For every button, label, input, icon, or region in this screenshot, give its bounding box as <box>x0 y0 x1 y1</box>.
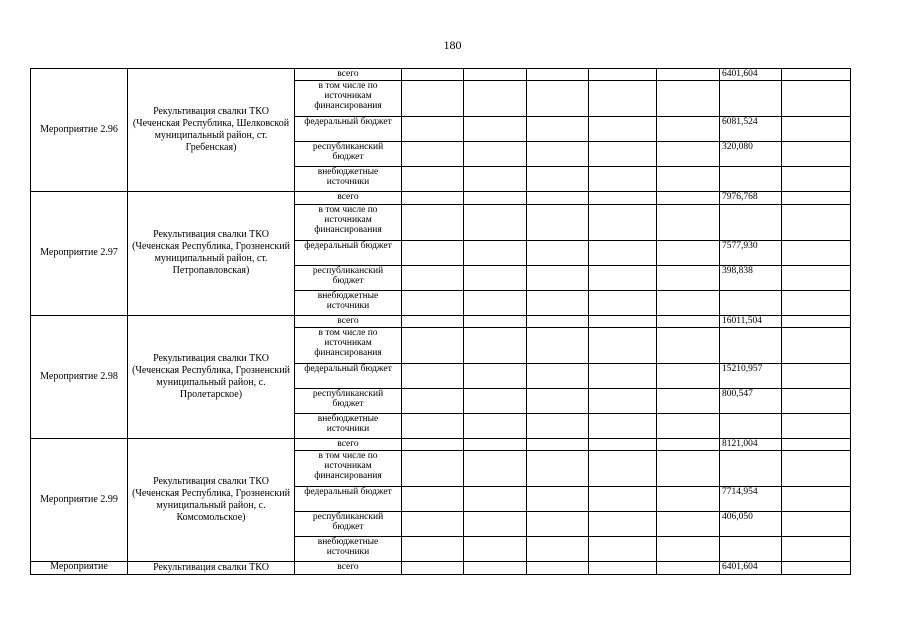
empty-year-cell <box>782 512 851 537</box>
empty-year-cell <box>402 413 464 438</box>
empty-year-cell <box>589 290 657 315</box>
funding-source-cell: в том числе по источникам финансирования <box>295 451 402 487</box>
funding-source-cell: внебюджетные источники <box>295 413 402 438</box>
empty-year-cell <box>402 327 464 363</box>
empty-year-cell <box>657 192 720 204</box>
empty-year-cell <box>464 315 527 327</box>
amount-cell: 15210,957 <box>720 363 782 388</box>
empty-year-cell <box>657 117 720 142</box>
empty-year-cell <box>527 192 589 204</box>
empty-year-cell <box>464 413 527 438</box>
amount-cell: 7714,954 <box>720 487 782 512</box>
empty-year-cell <box>589 240 657 265</box>
empty-year-cell <box>527 512 589 537</box>
empty-year-cell <box>589 413 657 438</box>
empty-year-cell <box>782 192 851 204</box>
empty-year-cell <box>464 142 527 167</box>
event-title-cell: Рекультивация свалки ТКО (Чеченская Республика, Грозненский муниципальный район, с. Комсомольское) <box>128 438 295 561</box>
amount-cell: 6081,524 <box>720 117 782 142</box>
empty-year-cell <box>589 204 657 240</box>
empty-year-cell <box>464 537 527 562</box>
empty-year-cell <box>589 451 657 487</box>
empty-year-cell <box>782 81 851 117</box>
funding-source-cell: всего <box>295 192 402 204</box>
empty-year-cell <box>464 512 527 537</box>
empty-year-cell <box>527 240 589 265</box>
empty-year-cell <box>464 327 527 363</box>
empty-year-cell <box>589 167 657 192</box>
empty-year-cell <box>527 204 589 240</box>
empty-year-cell <box>402 451 464 487</box>
empty-year-cell <box>527 537 589 562</box>
empty-year-cell <box>782 265 851 290</box>
empty-year-cell <box>782 142 851 167</box>
empty-year-cell <box>657 265 720 290</box>
empty-year-cell <box>589 265 657 290</box>
empty-year-cell <box>657 240 720 265</box>
empty-year-cell <box>402 265 464 290</box>
budget-table <box>30 68 851 575</box>
empty-year-cell <box>464 69 527 81</box>
empty-year-cell <box>782 388 851 413</box>
empty-year-cell <box>464 363 527 388</box>
empty-year-cell <box>527 388 589 413</box>
empty-year-cell <box>657 315 720 327</box>
funding-source-cell: всего <box>295 562 402 575</box>
amount-cell <box>720 204 782 240</box>
empty-year-cell <box>402 388 464 413</box>
empty-year-cell <box>782 327 851 363</box>
funding-source-cell: республиканский бюджет <box>295 388 402 413</box>
empty-year-cell <box>402 69 464 81</box>
empty-year-cell <box>589 81 657 117</box>
empty-year-cell <box>657 562 720 575</box>
amount-cell <box>720 290 782 315</box>
funding-source-cell: федеральный бюджет <box>295 487 402 512</box>
amount-cell <box>720 81 782 117</box>
empty-year-cell <box>464 438 527 450</box>
funding-source-cell: внебюджетные источники <box>295 167 402 192</box>
funding-source-cell: в том числе по источникам финансирования <box>295 327 402 363</box>
empty-year-cell <box>527 315 589 327</box>
empty-year-cell <box>589 192 657 204</box>
event-title-cell: Рекультивация свалки ТКО <box>128 562 295 575</box>
funding-source-cell: внебюджетные источники <box>295 537 402 562</box>
empty-year-cell <box>402 290 464 315</box>
table-row <box>31 69 851 81</box>
empty-year-cell <box>527 562 589 575</box>
empty-year-cell <box>402 204 464 240</box>
empty-year-cell <box>527 363 589 388</box>
empty-year-cell <box>782 117 851 142</box>
event-number-cell: Мероприятие 2.98 <box>31 315 128 438</box>
amount-cell: 6401,604 <box>720 69 782 81</box>
empty-year-cell <box>527 487 589 512</box>
event-title-cell: Рекультивация свалки ТКО (Чеченская Республика, Грозненский муниципальный район, с. Пролетарское) <box>128 315 295 438</box>
amount-cell <box>720 451 782 487</box>
empty-year-cell <box>657 438 720 450</box>
empty-year-cell <box>589 388 657 413</box>
empty-year-cell <box>782 240 851 265</box>
amount-cell: 6401,604 <box>720 562 782 575</box>
funding-source-cell: федеральный бюджет <box>295 363 402 388</box>
event-number-cell: Мероприятие 2.96 <box>31 69 128 192</box>
empty-year-cell <box>589 142 657 167</box>
empty-year-cell <box>464 290 527 315</box>
empty-year-cell <box>527 290 589 315</box>
empty-year-cell <box>657 413 720 438</box>
empty-year-cell <box>464 117 527 142</box>
empty-year-cell <box>527 69 589 81</box>
empty-year-cell <box>464 192 527 204</box>
event-number-cell: Мероприятие 2.99 <box>31 438 128 561</box>
funding-source-cell: всего <box>295 315 402 327</box>
table-row <box>31 315 851 327</box>
empty-year-cell <box>402 240 464 265</box>
funding-source-cell: республиканский бюджет <box>295 265 402 290</box>
empty-year-cell <box>402 81 464 117</box>
funding-source-cell: республиканский бюджет <box>295 142 402 167</box>
funding-source-cell: всего <box>295 69 402 81</box>
empty-year-cell <box>657 537 720 562</box>
empty-year-cell <box>782 363 851 388</box>
amount-cell <box>720 413 782 438</box>
funding-source-cell: всего <box>295 438 402 450</box>
amount-cell: 16011,504 <box>720 315 782 327</box>
amount-cell: 800,547 <box>720 388 782 413</box>
table-row <box>31 192 851 204</box>
amount-cell <box>720 327 782 363</box>
empty-year-cell <box>464 204 527 240</box>
empty-year-cell <box>657 69 720 81</box>
funding-source-cell: в том числе по источникам финансирования <box>295 204 402 240</box>
empty-year-cell <box>402 487 464 512</box>
table-row <box>31 562 851 575</box>
page-number: 180 <box>443 38 462 52</box>
empty-year-cell <box>589 327 657 363</box>
empty-year-cell <box>657 487 720 512</box>
empty-year-cell <box>589 117 657 142</box>
empty-year-cell <box>782 537 851 562</box>
empty-year-cell <box>782 487 851 512</box>
empty-year-cell <box>402 363 464 388</box>
amount-cell: 8121,004 <box>720 438 782 450</box>
empty-year-cell <box>589 438 657 450</box>
table-body <box>31 69 851 575</box>
empty-year-cell <box>402 117 464 142</box>
empty-year-cell <box>589 537 657 562</box>
empty-year-cell <box>589 69 657 81</box>
empty-year-cell <box>782 562 851 575</box>
empty-year-cell <box>402 192 464 204</box>
empty-year-cell <box>402 512 464 537</box>
empty-year-cell <box>782 290 851 315</box>
empty-year-cell <box>527 117 589 142</box>
event-number-cell: Мероприятие <box>31 562 128 575</box>
empty-year-cell <box>657 388 720 413</box>
empty-year-cell <box>527 81 589 117</box>
empty-year-cell <box>402 167 464 192</box>
empty-year-cell <box>527 167 589 192</box>
amount-cell <box>720 537 782 562</box>
empty-year-cell <box>589 512 657 537</box>
empty-year-cell <box>464 240 527 265</box>
amount-cell <box>720 167 782 192</box>
empty-year-cell <box>657 363 720 388</box>
empty-year-cell <box>402 537 464 562</box>
funding-source-cell: республиканский бюджет <box>295 512 402 537</box>
empty-year-cell <box>657 290 720 315</box>
empty-year-cell <box>527 327 589 363</box>
empty-year-cell <box>782 413 851 438</box>
amount-cell: 7976,768 <box>720 192 782 204</box>
empty-year-cell <box>527 438 589 450</box>
funding-source-cell: федеральный бюджет <box>295 117 402 142</box>
empty-year-cell <box>589 562 657 575</box>
funding-source-cell: внебюджетные источники <box>295 290 402 315</box>
empty-year-cell <box>464 81 527 117</box>
event-title-cell: Рекультивация свалки ТКО (Чеченская Республика, Грозненский муниципальный район, ст. Петропавловская) <box>128 192 295 315</box>
empty-year-cell <box>782 204 851 240</box>
funding-source-cell: федеральный бюджет <box>295 240 402 265</box>
empty-year-cell <box>782 167 851 192</box>
empty-year-cell <box>402 315 464 327</box>
empty-year-cell <box>402 562 464 575</box>
empty-year-cell <box>402 142 464 167</box>
amount-cell: 320,080 <box>720 142 782 167</box>
empty-year-cell <box>527 142 589 167</box>
empty-year-cell <box>589 315 657 327</box>
empty-year-cell <box>464 451 527 487</box>
empty-year-cell <box>782 438 851 450</box>
empty-year-cell <box>464 167 527 192</box>
table-row <box>31 438 851 450</box>
empty-year-cell <box>464 562 527 575</box>
event-title-cell: Рекультивация свалки ТКО (Чеченская Республика, Шелковской муниципальный район, ст. Гребенская) <box>128 69 295 192</box>
funding-source-cell: в том числе по источникам финансирования <box>295 81 402 117</box>
empty-year-cell <box>657 327 720 363</box>
empty-year-cell <box>527 265 589 290</box>
empty-year-cell <box>782 69 851 81</box>
empty-year-cell <box>589 363 657 388</box>
empty-year-cell <box>527 451 589 487</box>
empty-year-cell <box>589 487 657 512</box>
empty-year-cell <box>657 451 720 487</box>
event-number-cell: Мероприятие 2.97 <box>31 192 128 315</box>
amount-cell: 406,050 <box>720 512 782 537</box>
amount-cell: 398,838 <box>720 265 782 290</box>
empty-year-cell <box>657 204 720 240</box>
empty-year-cell <box>464 487 527 512</box>
empty-year-cell <box>782 451 851 487</box>
empty-year-cell <box>464 388 527 413</box>
amount-cell: 7577,930 <box>720 240 782 265</box>
empty-year-cell <box>657 81 720 117</box>
empty-year-cell <box>402 438 464 450</box>
empty-year-cell <box>782 315 851 327</box>
empty-year-cell <box>464 265 527 290</box>
empty-year-cell <box>657 512 720 537</box>
empty-year-cell <box>657 167 720 192</box>
empty-year-cell <box>527 413 589 438</box>
empty-year-cell <box>657 142 720 167</box>
